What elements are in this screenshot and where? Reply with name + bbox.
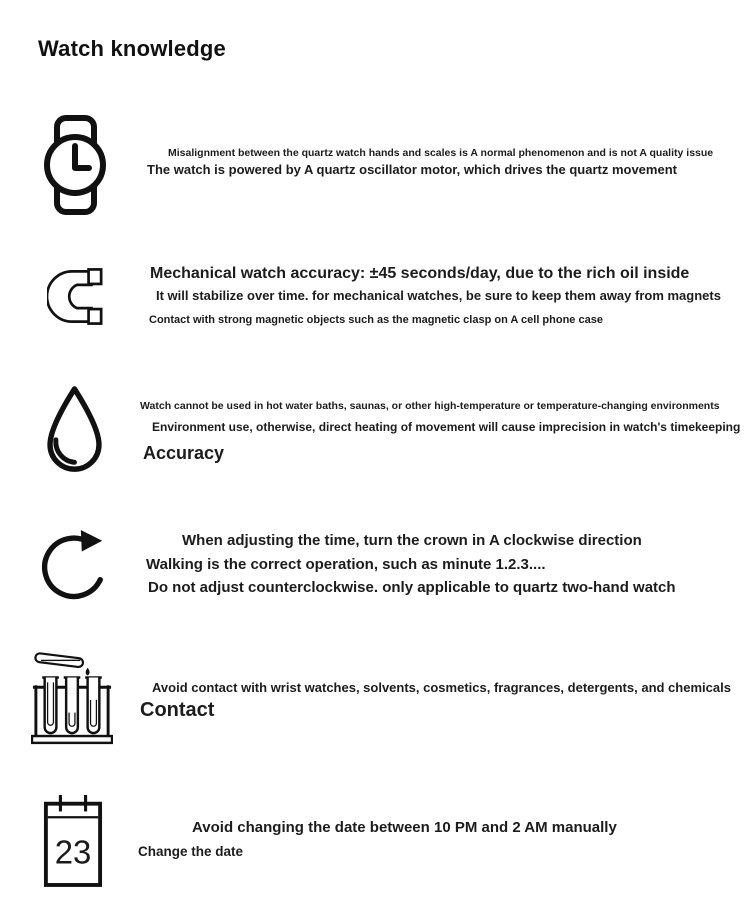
crown-note-1: When adjusting the time, turn the crown in A clockwise direction (182, 532, 642, 549)
date-note-sub: Change the date (138, 844, 244, 859)
date-note-main: Avoid changing the date between 10 PM and 2 AM manually (192, 819, 617, 836)
wristwatch-icon (43, 115, 107, 215)
temperature-note-small: Watch cannot be used in hot water baths, saunas, or other high-temperature or temperature-changing environments (140, 400, 720, 412)
chemicals-note: Avoid contact with wrist watches, solvents, cosmetics, fragrances, detergents, and chemicals (152, 680, 731, 695)
magnet-note-sub: It will stabilize over time. for mechanical watches, be sure to keep them away from magnets (156, 288, 721, 303)
temperature-note-sub: Environment use, otherwise, direct heating of movement will cause imprecision in watch's timekeeping (152, 420, 741, 434)
calendar-day-number: 23 (54, 833, 92, 871)
test-tubes-icon (31, 648, 113, 746)
magnet-note-small: Contact with strong magnetic objects such as the magnetic clasp on A cell phone case (149, 314, 603, 326)
accuracy-heading: Accuracy (143, 443, 225, 463)
magnet-note-title: Mechanical watch accuracy: ±45 seconds/day, due to the rich oil inside (150, 265, 690, 282)
magnet-icon (47, 268, 105, 325)
quartz-note-small: Misalignment between the quartz watch hands and scales is A normal phenomenon and is not A quality issue (168, 147, 714, 159)
crown-note-3: Do not adjust counterclockwise. only applicable to quartz two-hand watch (148, 579, 676, 596)
page-title: Watch knowledge (38, 36, 226, 61)
calendar-icon (43, 791, 103, 888)
crown-note-2: Walking is the correct operation, such as minute 1.2.3.... (146, 556, 546, 573)
quartz-note-main: The watch is powered by A quartz oscillator motor, which drives the quartz movement (147, 162, 677, 177)
clockwise-arrow-icon (38, 527, 110, 609)
contact-heading: Contact (140, 699, 215, 721)
water-drop-icon (42, 385, 107, 477)
